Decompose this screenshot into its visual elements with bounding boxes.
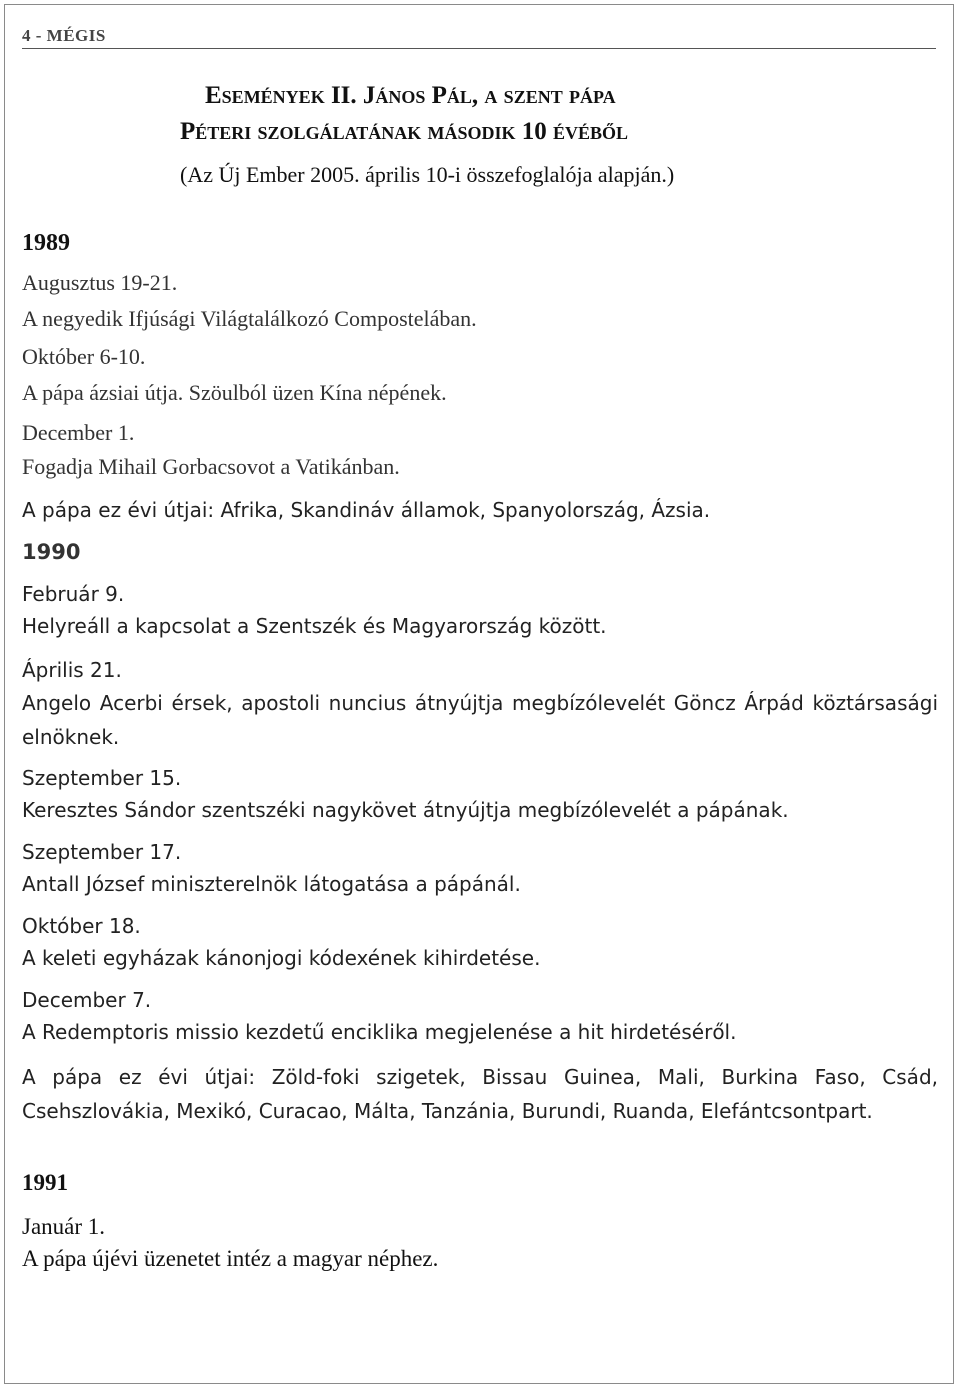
event-text: A negyedik Ifjúsági Világtalálkozó Compostelában. [22,306,477,331]
event-text: Angelo Acerbi érsek, apostoli nuncius átnyújtja megbízólevelét Göncz Árpád köztársasági elnöknek. [22,691,938,749]
running-head: 4 - MÉGIS [22,26,936,49]
event-date: December 7. [22,988,152,1012]
event-text: A pápa újévi üzenetet intéz a magyar néphez. [22,1246,439,1271]
event-text: Fogadja Mihail Gorbacsovot a Vatikánban. [22,454,400,479]
event-date: Október 18. [22,914,141,938]
event-text: A keleti egyházak kánonjogi kódexének kihirdetése. [22,946,541,970]
year-heading-1989: 1989 [22,230,70,256]
event-date: Január 1. [22,1214,106,1239]
event-text: Helyreáll a kapcsolat a Szentszék és Magyarország között. [22,614,607,638]
year-heading-1990: 1990 [22,540,81,564]
title-line-2: Péteri szolgálatának második 10 évéből [180,118,629,145]
title-line-1: Események II. János Pál, a szent pápa [205,82,616,109]
event-text: Antall József miniszterelnök látogatása a pápánál. [22,872,521,896]
event-date: Augusztus 19-21. [22,270,178,295]
event-date: Október 6-10. [22,344,146,369]
event-date: December 1. [22,420,135,445]
event-date: Február 9. [22,582,125,606]
event-text: A Redemptoris missio kezdetű enciklika megjelenése a hit hirdetéséről. [22,1020,737,1044]
title-source-note: (Az Új Ember 2005. április 10-i összefoglalója alapján.) [180,162,675,187]
event-text: Keresztes Sándor szentszéki nagykövet átnyújtja megbízólevelét a pápának. [22,798,789,822]
event-date: Szeptember 17. [22,840,182,864]
yearly-trips: A pápa ez évi útjai: Afrika, Skandináv államok, Spanyolország, Ázsia. [22,498,711,522]
year-heading-1991: 1991 [22,1170,68,1195]
event-date: Április 21. [22,658,122,682]
event-text: A pápa ázsiai útja. Szöulból üzen Kína népének. [22,380,447,405]
yearly-trips: A pápa ez évi útjai: Zöld-foki szigetek, Bissau Guinea, Mali, Burkina Faso, Csád, Csehszlovákia, Mexikó, Curacao, Málta, Tanzánia, Burundi, Ruanda, Elefántcsontpart. [22,1065,938,1123]
event-date: Szeptember 15. [22,766,182,790]
